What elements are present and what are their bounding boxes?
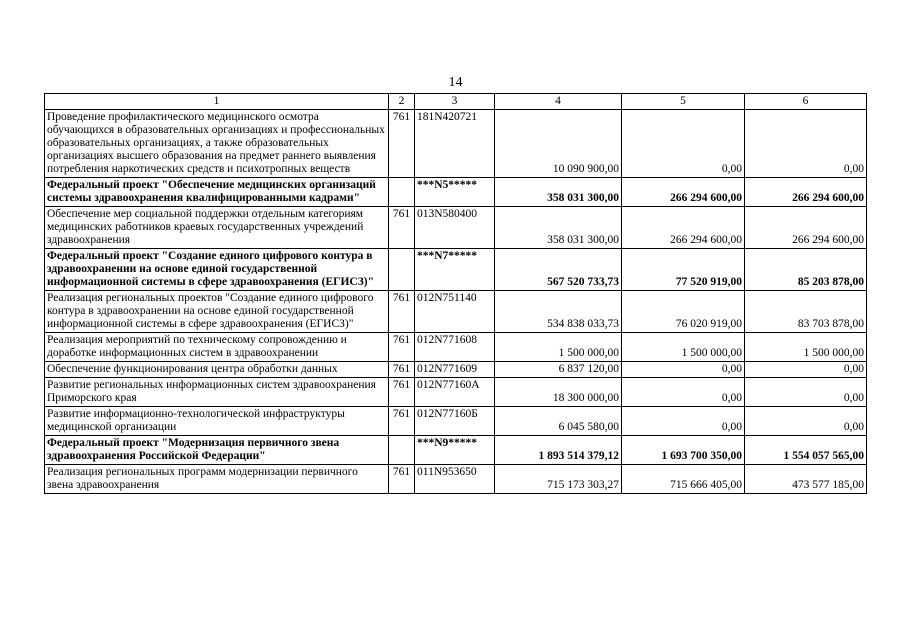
amount-cell-col6: 1 554 057 565,00 bbox=[745, 436, 867, 465]
target-article-cell: ***N5***** bbox=[415, 178, 495, 207]
row-name-cell: Федеральный проект "Обеспечение медицинских организаций системы здравоохранения квалифицированными кадрами" bbox=[45, 178, 389, 207]
table-row bbox=[45, 249, 867, 291]
table-row bbox=[45, 178, 867, 207]
amount-cell-col6: 0,00 bbox=[745, 110, 867, 178]
amount-cell-col4: 18 300 000,00 bbox=[495, 378, 622, 407]
amount-cell-col5: 0,00 bbox=[622, 378, 745, 407]
column-header: 3 bbox=[415, 94, 495, 110]
amount-cell-col5: 0,00 bbox=[622, 362, 745, 378]
table-row bbox=[45, 333, 867, 362]
column-header: 2 bbox=[389, 94, 415, 110]
target-article-cell: 181N420721 bbox=[415, 110, 495, 178]
budget-table bbox=[44, 93, 867, 494]
amount-cell-col6: 85 203 878,00 bbox=[745, 249, 867, 291]
amount-cell-col5: 77 520 919,00 bbox=[622, 249, 745, 291]
target-article-cell: ***N7***** bbox=[415, 249, 495, 291]
amount-cell-col6: 266 294 600,00 bbox=[745, 207, 867, 249]
amount-cell-col4: 358 031 300,00 bbox=[495, 178, 622, 207]
column-header: 6 bbox=[745, 94, 867, 110]
amount-cell-col4: 1 500 000,00 bbox=[495, 333, 622, 362]
column-header: 4 bbox=[495, 94, 622, 110]
amount-cell-col6: 0,00 bbox=[745, 362, 867, 378]
target-article-cell: 011N953650 bbox=[415, 465, 495, 494]
grbs-code-cell: 761 bbox=[389, 207, 415, 249]
table-row bbox=[45, 407, 867, 436]
row-name-cell: Реализация региональных проектов "Создание единого цифрового контура в здравоохранении на основе единой государственной информационной системы в сфере здравоохранения (ЕГИСЗ)" bbox=[45, 291, 389, 333]
table-header-row bbox=[45, 94, 867, 110]
row-name-cell: Обеспечение мер социальной поддержки отдельным категориям медицинских работников краевых государственных учреждений здравоохранения bbox=[45, 207, 389, 249]
amount-cell-col4: 1 893 514 379,12 bbox=[495, 436, 622, 465]
column-header: 5 bbox=[622, 94, 745, 110]
amount-cell-col6: 0,00 bbox=[745, 407, 867, 436]
row-name-cell: Реализация мероприятий по техническому сопровождению и доработке информационных систем в здравоохранении bbox=[45, 333, 389, 362]
amount-cell-col5: 1 500 000,00 bbox=[622, 333, 745, 362]
amount-cell-col4: 715 173 303,27 bbox=[495, 465, 622, 494]
amount-cell-col4: 6 837 120,00 bbox=[495, 362, 622, 378]
amount-cell-col6: 473 577 185,00 bbox=[745, 465, 867, 494]
table-row bbox=[45, 436, 867, 465]
table-row bbox=[45, 465, 867, 494]
grbs-code-cell bbox=[389, 249, 415, 291]
amount-cell-col4: 567 520 733,73 bbox=[495, 249, 622, 291]
amount-cell-col4: 10 090 900,00 bbox=[495, 110, 622, 178]
target-article-cell: 012N77160А bbox=[415, 378, 495, 407]
grbs-code-cell: 761 bbox=[389, 333, 415, 362]
amount-cell-col5: 266 294 600,00 bbox=[622, 207, 745, 249]
amount-cell-col4: 358 031 300,00 bbox=[495, 207, 622, 249]
grbs-code-cell: 761 bbox=[389, 110, 415, 178]
amount-cell-col6: 0,00 bbox=[745, 378, 867, 407]
amount-cell-col5: 0,00 bbox=[622, 407, 745, 436]
target-article-cell: 013N580400 bbox=[415, 207, 495, 249]
column-header: 1 bbox=[45, 94, 389, 110]
target-article-cell: 012N771608 bbox=[415, 333, 495, 362]
amount-cell-col5: 76 020 919,00 bbox=[622, 291, 745, 333]
grbs-code-cell bbox=[389, 436, 415, 465]
table-row bbox=[45, 291, 867, 333]
amount-cell-col5: 0,00 bbox=[622, 110, 745, 178]
grbs-code-cell: 761 bbox=[389, 362, 415, 378]
grbs-code-cell: 761 bbox=[389, 291, 415, 333]
target-article-cell: 012N771609 bbox=[415, 362, 495, 378]
grbs-code-cell: 761 bbox=[389, 465, 415, 494]
amount-cell-col6: 83 703 878,00 bbox=[745, 291, 867, 333]
target-article-cell: 012N751140 bbox=[415, 291, 495, 333]
amount-cell-col6: 266 294 600,00 bbox=[745, 178, 867, 207]
table-row bbox=[45, 207, 867, 249]
amount-cell-col6: 1 500 000,00 bbox=[745, 333, 867, 362]
row-name-cell: Федеральный проект "Создание единого цифрового контура в здравоохранении на основе единой государственной информационной системы в сфере здравоохранения (ЕГИСЗ)" bbox=[45, 249, 389, 291]
target-article-cell: 012N77160Б bbox=[415, 407, 495, 436]
amount-cell-col5: 266 294 600,00 bbox=[622, 178, 745, 207]
grbs-code-cell bbox=[389, 178, 415, 207]
amount-cell-col4: 534 838 033,73 bbox=[495, 291, 622, 333]
row-name-cell: Развитие региональных информационных систем здравоохранения Приморского края bbox=[45, 378, 389, 407]
row-name-cell: Федеральный проект "Модернизация первичного звена здравоохранения Российской Федерации" bbox=[45, 436, 389, 465]
row-name-cell: Обеспечение функционирования центра обработки данных bbox=[45, 362, 389, 378]
row-name-cell: Проведение профилактического медицинского осмотра обучающихся в образовательных организациях и профессиональных образовательных организациях, а также образовательных организациях высшего образования на предмет раннего выявления потребления наркотических средств и психотропных веществ bbox=[45, 110, 389, 178]
table-row bbox=[45, 110, 867, 178]
amount-cell-col5: 1 693 700 350,00 bbox=[622, 436, 745, 465]
row-name-cell: Развитие информационно-технологической инфраструктуры медицинской организации bbox=[45, 407, 389, 436]
grbs-code-cell: 761 bbox=[389, 407, 415, 436]
amount-cell-col5: 715 666 405,00 bbox=[622, 465, 745, 494]
amount-cell-col4: 6 045 580,00 bbox=[495, 407, 622, 436]
page-number: 14 bbox=[448, 75, 463, 90]
grbs-code-cell: 761 bbox=[389, 378, 415, 407]
row-name-cell: Реализация региональных программ модернизации первичного звена здравоохранения bbox=[45, 465, 389, 494]
table-row bbox=[45, 362, 867, 378]
table-row bbox=[45, 378, 867, 407]
target-article-cell: ***N9***** bbox=[415, 436, 495, 465]
